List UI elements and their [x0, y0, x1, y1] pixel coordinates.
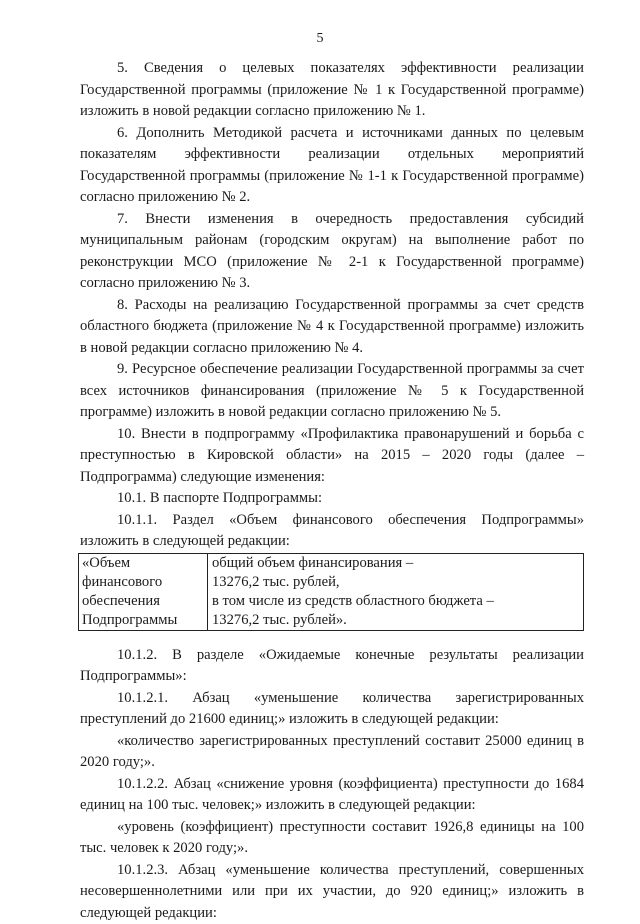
table-value-line: 13276,2 тыс. рублей». — [212, 611, 580, 630]
paragraph-item-5: 5. Сведения о целевых показателях эффективности реализации Государственной программы (приложение № 1 к Государственной программе) изложить в новой редакции согласно приложению № 1. — [80, 58, 584, 123]
paragraph-item-10-1-2-1: 10.1.2.1. Абзац «уменьшение количества зарегистрированных преступлений до 21600 единиц;» изложить в следующей редакции: — [80, 688, 584, 731]
paragraph-item-10: 10. Внести в подпрограмму «Профилактика правонарушений и борьба с преступностью в Кировской области» на 2015 – 2020 годы (далее – Подпрограмма) следующие изменения: — [80, 424, 584, 489]
finance-table — [78, 553, 584, 631]
table-row — [79, 553, 584, 630]
paragraph-quote-2: «уровень (коэффициент) преступности составит 1926,8 единицы на 100 тыс. человек к 2020 году;». — [80, 817, 584, 860]
paragraph-item-10-1: 10.1. В паспорте Подпрограммы: — [80, 488, 584, 510]
table-label-cell: «Объем финансового обеспечения Подпрограммы — [79, 553, 208, 630]
paragraph-quote-1: «количество зарегистрированных преступлений составит 25000 единиц в 2020 году;». — [80, 731, 584, 774]
paragraph-item-10-1-2: 10.1.2. В разделе «Ожидаемые конечные результаты реализации Подпрограммы»: — [80, 645, 584, 688]
table-value-line: в том числе из средств областного бюджета – — [212, 592, 580, 611]
paragraph-item-10-1-1: 10.1.1. Раздел «Объем финансового обеспечения Подпрограммы» изложить в следующей редакции: — [80, 510, 584, 553]
paragraph-item-6: 6. Дополнить Методикой расчета и источниками данных по целевым показателям эффективности реализации отдельных мероприятий Государственной программы (приложение № 1-1 к Государственной программе) согласно приложению № 2. — [80, 123, 584, 209]
paragraph-item-10-1-2-2: 10.1.2.2. Абзац «снижение уровня (коэффициента) преступности до 1684 единиц на 100 тыс. человек;» изложить в следующей редакции: — [80, 774, 584, 817]
table-value-line: 13276,2 тыс. рублей, — [212, 573, 580, 592]
paragraph-item-8: 8. Расходы на реализацию Государственной программы за счет средств областного бюджета (приложение № 4 к Государственной программе) изложить в новой редакции согласно приложению № 4. — [80, 295, 584, 360]
paragraph-item-10-1-2-3: 10.1.2.3. Абзац «уменьшение количества преступлений, совершенных несовершеннолетними или при их участии, до 920 единиц;» изложить в следующей редакции: — [80, 860, 584, 924]
page-number: 5 — [0, 31, 640, 47]
table-value-line: общий объем финансирования – — [212, 554, 580, 573]
document-body — [80, 58, 584, 924]
table-value-cell — [208, 553, 584, 630]
paragraph-item-9: 9. Ресурсное обеспечение реализации Государственной программы за счет всех источников финансирования (приложение № 5 к Государственной программе) изложить в новой редакции согласно приложению № 5. — [80, 359, 584, 424]
paragraph-item-7: 7. Внести изменения в очередность предоставления субсидий муниципальным районам (городским округам) на выполнение работ по реконструкции МСО (приложение № 2-1 к Государственной программе) согласно приложению № 3. — [80, 209, 584, 295]
